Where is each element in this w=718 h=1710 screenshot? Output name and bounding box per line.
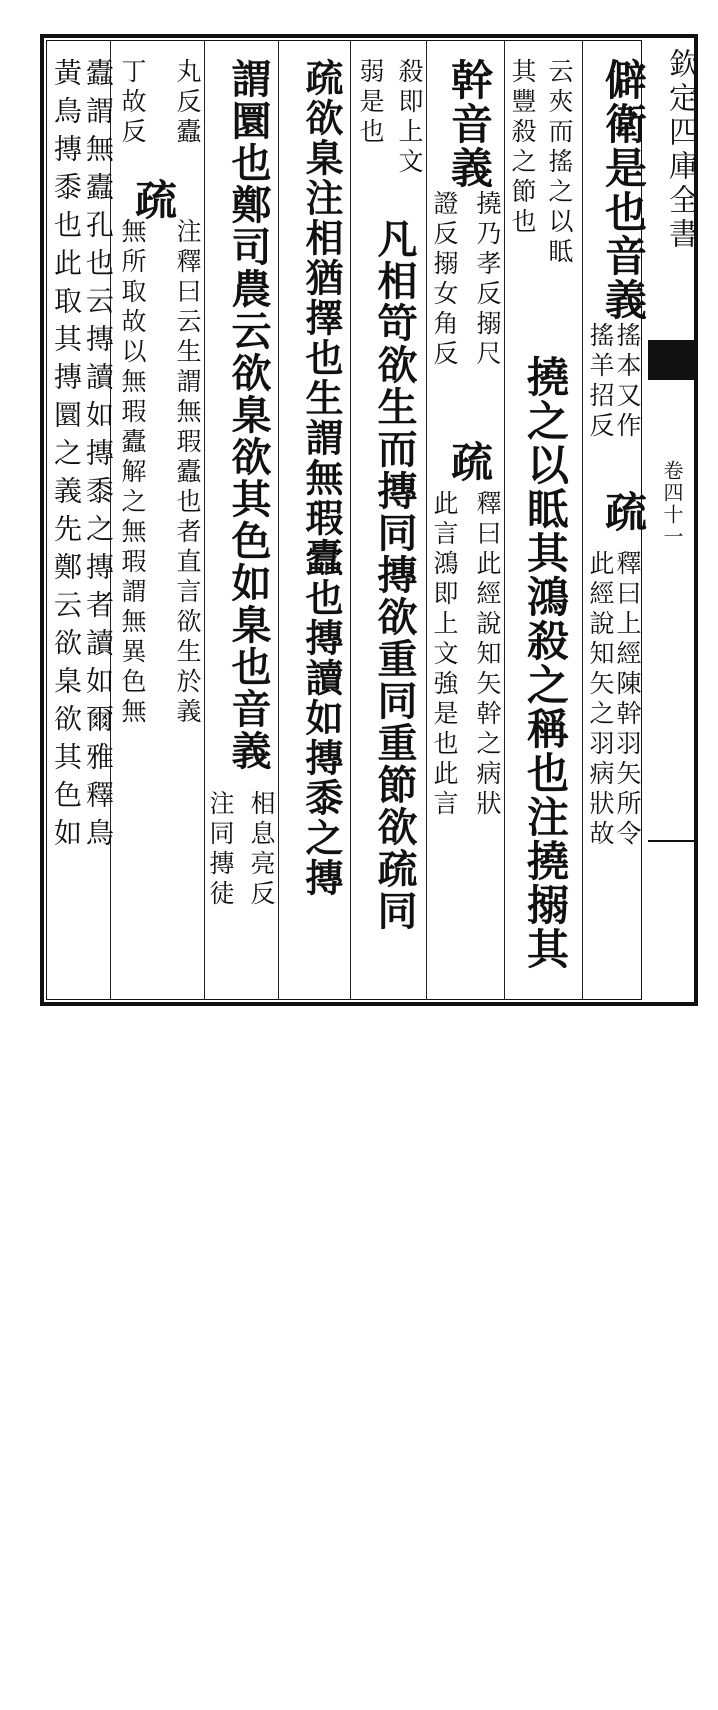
annotation-right: 殺即上文: [395, 58, 424, 178]
annotation-left: 證反搦女角反: [430, 190, 459, 370]
text-column-7-shu: 疏: [129, 178, 178, 222]
text-column-3-shu: 疏: [445, 440, 494, 484]
annotation-left: 其豐殺之節也: [508, 58, 537, 238]
annotation-right: 釋曰上經陳幹羽矢所令: [613, 550, 642, 850]
annotation-right: 丸反蠹: [173, 58, 202, 148]
annotation-left: 此經說知矢之羽病狀故: [586, 550, 615, 850]
annotation-right: 云夾而搖之以眡: [545, 58, 574, 268]
annotation-right: 相息亮反: [247, 790, 276, 910]
column-rule: [582, 40, 583, 1000]
margin-tick: [648, 840, 698, 842]
text-column-1: 僻衛是也音義: [599, 58, 648, 322]
annotation-pair-3b: [430, 490, 500, 1410]
annotation-pair-6: [206, 790, 274, 1710]
text-column-2: 撓之以眡其鴻殺之稱也注撓搦其: [521, 355, 570, 971]
annotation-right: 注釋曰云生謂無瑕蠹也者直言欲生於義: [173, 218, 202, 728]
text-column-4: 凡相笴欲生而摶同摶欲重同重節欲疏同: [371, 218, 418, 932]
text-column-5: 疏欲臬注相猶擇也生謂無瑕蠹也摶讀如摶黍之摶: [299, 58, 344, 898]
column-rule: [204, 40, 205, 1000]
text-column-6: 謂圜也鄭司農云欲臬欲其色如臬也音義: [225, 58, 272, 772]
annotation-left: 無所取故以無瑕蠹解之無瑕謂無異色無: [118, 218, 147, 728]
annotation-left: 注同摶徒: [206, 790, 235, 910]
library-title: 欽定四庫全書: [663, 48, 698, 252]
annotation-left: 此言鴻即上文強是也此言: [430, 490, 459, 820]
text-column-8: 蠹謂無蠹孔也云摶讀如摶黍之摶者讀如爾雅釋鳥: [82, 58, 115, 856]
annotation-right: 釋曰此經說知矢幹之病狀: [473, 490, 502, 820]
annotation-left: 弱是也: [356, 58, 385, 148]
margin-strip: [648, 40, 698, 1000]
column-rule: [504, 40, 505, 1000]
column-rule: [278, 40, 279, 1000]
annotation-left: 丁故反: [118, 58, 147, 148]
text-column-3: 幹音義: [445, 58, 494, 190]
column-rule: [426, 40, 427, 1000]
annotation-pair-7b: [118, 218, 200, 1138]
volume-number: 卷四十一: [660, 460, 684, 548]
annotation-left: 搖羊招反: [586, 322, 615, 442]
annotation-right: 撓乃孝反搦尺: [473, 190, 502, 370]
column-rule: [350, 40, 351, 1000]
text-column-1-shu: 疏: [599, 490, 648, 534]
fish-tail-mark: [648, 340, 698, 380]
text-column-9: 黃鳥摶黍也此取其摶圜之義先鄭云欲臬欲其色如: [50, 58, 83, 856]
annotation-right: 搖本又作: [613, 322, 642, 442]
annotation-pair-1b: [586, 400, 640, 1320]
